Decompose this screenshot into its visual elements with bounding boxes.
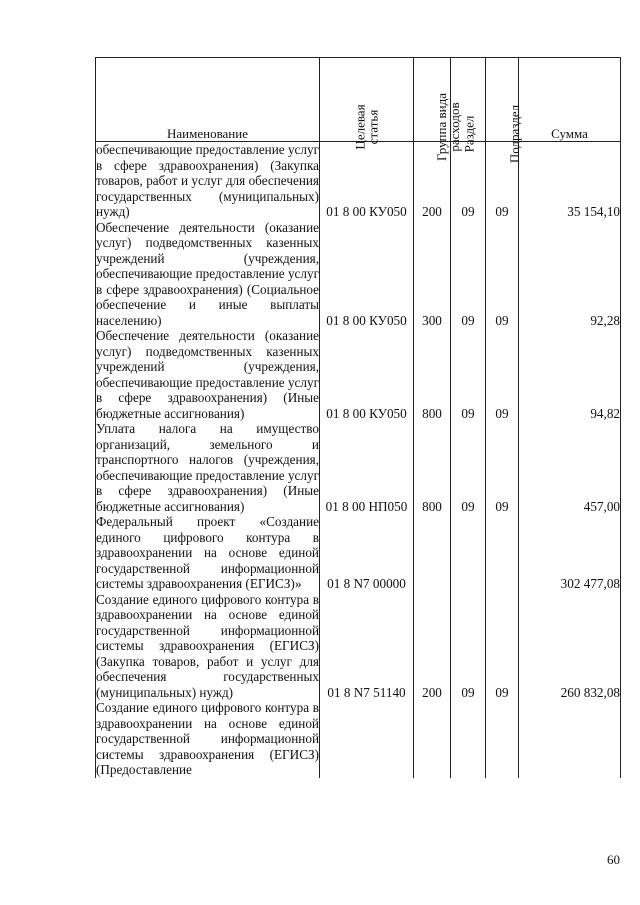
row-subsection: 09	[486, 328, 519, 421]
row-group	[414, 700, 451, 778]
row-name: Создание единого цифрового контура в здравоохранении на основе единой государственной информационной системы здравоохранения (ЕГИСЗ) (Закупка товаров, работ и услуг для обеспечения государственных (муниципальных) нужд)	[96, 591, 319, 700]
row-sum: 92,28	[519, 220, 621, 329]
header-section-label: Раздел	[461, 115, 477, 153]
row-group: 200	[414, 142, 451, 220]
header-subsection	[486, 58, 523, 164]
header-code-line1: Целевая	[352, 104, 368, 150]
table-row	[96, 328, 621, 421]
table-row	[96, 142, 621, 220]
header-name-label: Наименование	[167, 126, 248, 141]
row-code: 01 8 00 НП050	[320, 421, 414, 514]
row-name: обеспечивающие предоставление услуг в сфере здравоохранения) (Закупка товаров, работ и услуг для обеспечения государственных (муниципальных) нужд)	[96, 142, 319, 219]
row-section: 09	[451, 592, 486, 701]
row-section	[451, 514, 486, 592]
table-row	[96, 514, 621, 592]
row-subsection: 09	[486, 592, 519, 701]
row-sum: 457,00	[519, 421, 621, 514]
table-header-row	[96, 58, 621, 142]
header-group-label	[435, 93, 461, 161]
row-group: 200	[414, 592, 451, 701]
header-code-line2: статья	[365, 109, 381, 145]
header-group-line2: расходов	[446, 102, 462, 152]
row-code: 01 8 00 КУ050	[320, 220, 414, 329]
header-name	[96, 58, 320, 142]
row-subsection: 09	[486, 220, 519, 329]
row-group	[414, 514, 451, 592]
row-section: 09	[451, 220, 486, 329]
row-code	[320, 700, 414, 778]
row-sum: 94,82	[519, 328, 621, 421]
row-subsection: 09	[486, 142, 519, 220]
header-code-label	[353, 104, 379, 149]
row-subsection	[486, 514, 519, 592]
row-name: Уплата налога на имущество организаций, земельного и транспортного налогов (учреждения, обеспечивающие предоставление услуг в сфере здравоохранения) (Иные бюджетные ассигнования)	[96, 421, 319, 514]
budget-table	[95, 57, 621, 778]
header-subsection-label: Подраздел	[507, 104, 523, 164]
row-name: Создание единого цифрового контура в здравоохранении на основе единой государственной информационной системы здравоохранения (ЕГИСЗ) (Предоставление	[96, 700, 319, 777]
row-section: 09	[451, 142, 486, 220]
row-group: 800	[414, 328, 451, 421]
page-number: 60	[607, 852, 620, 867]
row-code: 01 8 00 КУ050	[320, 142, 414, 220]
header-group	[414, 58, 462, 161]
table-row	[96, 220, 621, 329]
row-code: 01 8 00 КУ050	[320, 328, 414, 421]
table-row	[96, 592, 621, 701]
row-name: Федеральный проект «Создание единого цифрового контура в здравоохранении на основе единой государственной информационной системы здравоохранения (ЕГИСЗ)»	[96, 514, 319, 591]
row-section	[451, 700, 486, 778]
row-code: 01 8 N7 00000	[320, 514, 414, 592]
row-sum	[519, 700, 621, 778]
row-name: Обеспечение деятельности (оказание услуг) подведомственных казенных учреждений (учреждения, обеспечивающие предоставление услуг в сфере здравоохранения) (Иные бюджетные ассигнования)	[96, 328, 319, 421]
row-sum: 260 832,08	[519, 592, 621, 701]
row-code: 01 8 N7 51140	[320, 592, 414, 701]
row-section: 09	[451, 328, 486, 421]
row-group: 800	[414, 421, 451, 514]
row-section: 09	[451, 421, 486, 514]
header-sum	[519, 58, 621, 142]
row-subsection: 09	[486, 421, 519, 514]
row-sum: 35 154,10	[519, 142, 621, 220]
row-group: 300	[414, 220, 451, 329]
table-row	[96, 700, 621, 778]
row-name: Обеспечение деятельности (оказание услуг) подведомственных казенных учреждений (учреждения, обеспечивающие предоставление услуг в сфере здравоохранения) (Социальное обеспечение и иные выплаты населению)	[96, 219, 319, 328]
row-sum: 302 477,08	[519, 514, 621, 592]
header-group-line1: Группа вида	[433, 93, 449, 161]
header-sum-label: Сумма	[551, 126, 588, 141]
header-code	[320, 58, 414, 150]
table-row	[96, 421, 621, 514]
row-subsection	[486, 700, 519, 778]
